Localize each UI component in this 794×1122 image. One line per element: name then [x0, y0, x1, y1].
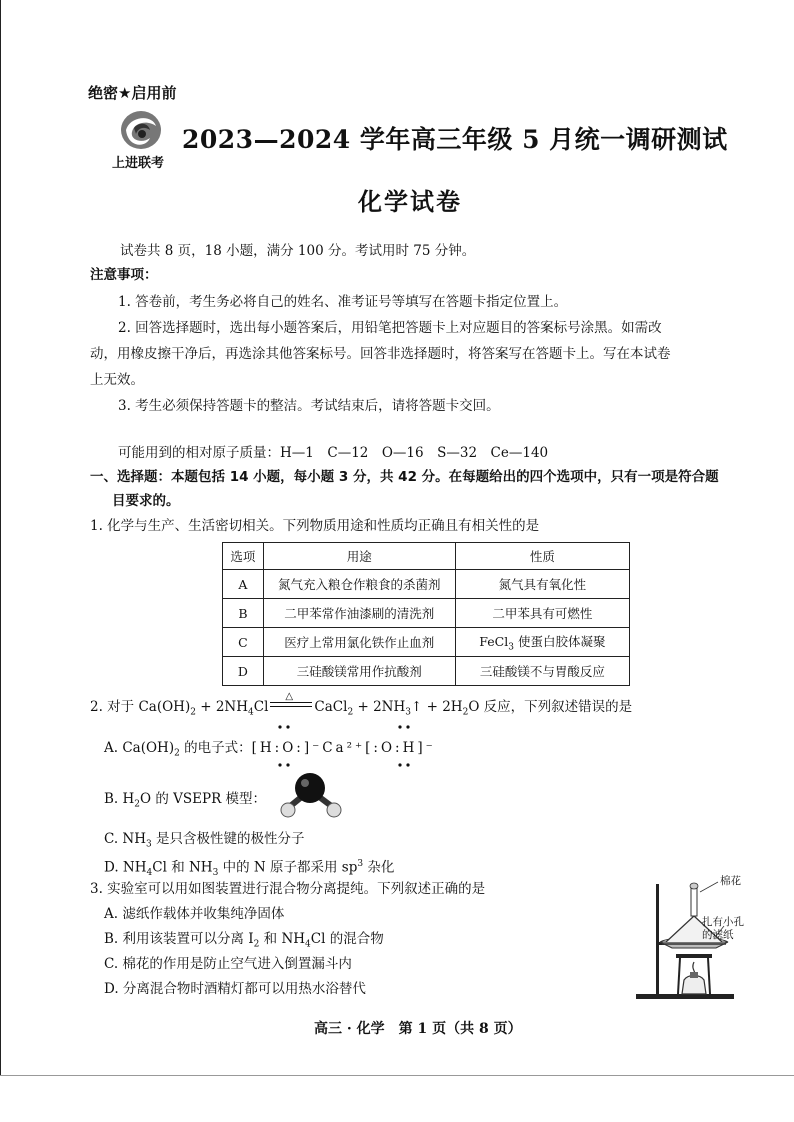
option-b-text: B. H	[104, 791, 135, 807]
water-vsepr-model-icon	[268, 770, 352, 822]
atomic-masses: 可能用到的相对原子质量：H—1 C—12 O—16 S—32 Ce—140	[118, 445, 549, 461]
subscript: 3	[405, 707, 411, 718]
subscript: 2	[253, 939, 260, 950]
option-letter: A	[223, 570, 264, 599]
equals-line	[270, 706, 312, 707]
table-header-row	[223, 543, 630, 570]
option-b-text: 和 NH	[259, 931, 306, 947]
option-c-text: C. NH	[104, 831, 147, 847]
q3-option-c: C. 棉花的作用是防止空气进入倒置漏斗内	[104, 956, 352, 972]
subscript: 2	[347, 707, 354, 718]
q2-stem-part: O 反应，下列叙述错误的是	[468, 699, 633, 715]
q2-stem-part: CaCl	[314, 699, 348, 715]
exam-title: 2023—2024 学年高三年级 5 月统一调研测试	[182, 125, 728, 154]
subject-title: 化学试卷	[358, 188, 462, 216]
electron-dots	[262, 724, 442, 768]
q2-stem	[90, 691, 633, 722]
q3-stem: 3. 实验室可以用如图装置进行混合物分离提纯。下列叙述正确的是	[90, 881, 486, 897]
page-footer: 高三 · 化学 第 1 页（共 8 页）	[314, 1021, 522, 1037]
header-property: 性质	[455, 543, 629, 570]
q3-option-d: D. 分离混合物时酒精灯都可以用热水浴替代	[104, 981, 366, 997]
option-letter: C	[223, 628, 264, 657]
label-filter-paper-1: 扎有小孔	[702, 916, 744, 928]
label-filter-paper-2: 的滤纸	[702, 929, 734, 941]
option-property: 三硅酸镁不与胃酸反应	[455, 657, 629, 686]
option-d-text: D. NH	[104, 859, 147, 876]
table-row	[223, 657, 630, 686]
notice-2-line3: 上无效。	[90, 372, 144, 388]
header-use: 用途	[263, 543, 455, 570]
option-b-text: O 的 VSEPR 模型：	[140, 791, 267, 807]
q2-option-b	[104, 790, 266, 814]
option-property: 二甲苯具有可燃性	[455, 599, 629, 628]
option-use: 氮气充入粮仓作粮食的杀菌剂	[263, 570, 455, 599]
table-row	[223, 628, 630, 657]
q1-stem: 1. 化学与生产、生活密切相关。下列物质用途和性质均正确且有相关性的是	[90, 518, 540, 534]
table-row	[223, 570, 630, 599]
logo	[112, 108, 172, 172]
option-b-text: Cl 的混合物	[310, 931, 384, 947]
option-d-text: 杂化	[363, 859, 395, 876]
q2-stem-part: ↑ + 2H	[411, 699, 463, 715]
scan-edge-line	[0, 0, 1, 1075]
notice-2-line2: 动，用橡皮擦干净后，再选涂其他答案标号。回答非选择题时，将答案写在答题卡上。写在本试卷	[90, 346, 671, 362]
subscript: 2	[462, 707, 469, 718]
option-d-text: 中的 N 原子都采用 sp	[218, 859, 358, 876]
secret-mark: 绝密★启用前	[88, 84, 177, 102]
option-use: 三硅酸镁常用作抗酸剂	[263, 657, 455, 686]
option-property	[455, 628, 629, 657]
option-use: 医疗上常用氯化铁作止血剂	[263, 628, 455, 657]
subscript: 3	[146, 839, 152, 850]
q2-stem-part: + 2NH	[353, 699, 406, 715]
fecl-text: FeCl	[479, 633, 509, 649]
q2-stem-part: + 2NH	[195, 699, 249, 715]
subscript: 2	[190, 707, 196, 718]
q1-options-table	[222, 542, 630, 686]
subscript: 4	[146, 868, 153, 879]
option-a-text: 的电子式：	[179, 740, 252, 756]
exam-summary: 试卷共 8 页，18 小题，满分 100 分。考试用时 75 分钟。	[120, 243, 476, 259]
section1-heading-line2: 目要求的。	[112, 493, 180, 509]
heat-symbol: △	[285, 691, 294, 702]
logo-text: 上进联考	[112, 156, 165, 171]
subscript: 2	[134, 799, 141, 810]
fecl-rest: 使蛋白胶体凝聚	[513, 633, 606, 649]
notice-1: 1. 答卷前，考生务必将自己的姓名、准考证号等填写在答题卡指定位置上。	[118, 294, 568, 310]
notice-heading: 注意事项：	[90, 267, 158, 283]
subscript: 3	[212, 868, 219, 879]
option-letter: B	[223, 599, 264, 628]
table-row	[223, 599, 630, 628]
option-d-text: Cl 和 NH	[152, 859, 213, 876]
header-option: 选项	[223, 543, 264, 570]
q2-option-c	[104, 830, 305, 854]
subscript: 4	[248, 707, 254, 718]
option-b-text: B. 利用该装置可以分离 I	[104, 931, 254, 947]
superscript: 3	[357, 859, 364, 869]
q3-option-b	[104, 930, 384, 954]
subscript: 2	[174, 748, 180, 759]
subscript: 4	[305, 939, 311, 950]
electron-formula: [H:O:]⁻Ca²⁺[:O:H]⁻	[251, 740, 436, 756]
q2-stem-part: Cl	[253, 699, 269, 715]
q3-option-a: A. 滤纸作载体并收集纯净固体	[104, 906, 285, 922]
option-a-text: A. Ca(OH)	[104, 740, 175, 756]
label-cotton: 棉花	[720, 875, 741, 887]
subscript: 3	[508, 642, 514, 653]
option-use: 二甲苯常作油漆刷的清洗剂	[263, 599, 455, 628]
notice-2-line1: 2. 回答选择题时，选出每小题答案后，用铅笔把答题卡上对应题目的答案标号涂黑。如需改	[118, 320, 662, 336]
q2-stem-part: 2. 对于 Ca(OH)	[90, 699, 191, 715]
equals-line	[270, 702, 312, 703]
section1-heading-line1: 一、选择题：本题包括 14 小题，每小题 3 分，共 42 分。在每题给出的四个选项中，只有一项是符合题	[90, 469, 719, 485]
page-bottom-edge	[0, 1075, 794, 1076]
notice-3: 3. 考生必须保持答题卡的整洁。考试结束后，请将答题卡交回。	[118, 398, 500, 414]
option-letter: D	[223, 657, 264, 686]
option-c-text: 是只含极性键的极性分子	[151, 831, 305, 847]
q2-option-d	[104, 855, 394, 882]
reaction-arrow	[270, 691, 312, 711]
option-property: 氮气具有氧化性	[455, 570, 629, 599]
